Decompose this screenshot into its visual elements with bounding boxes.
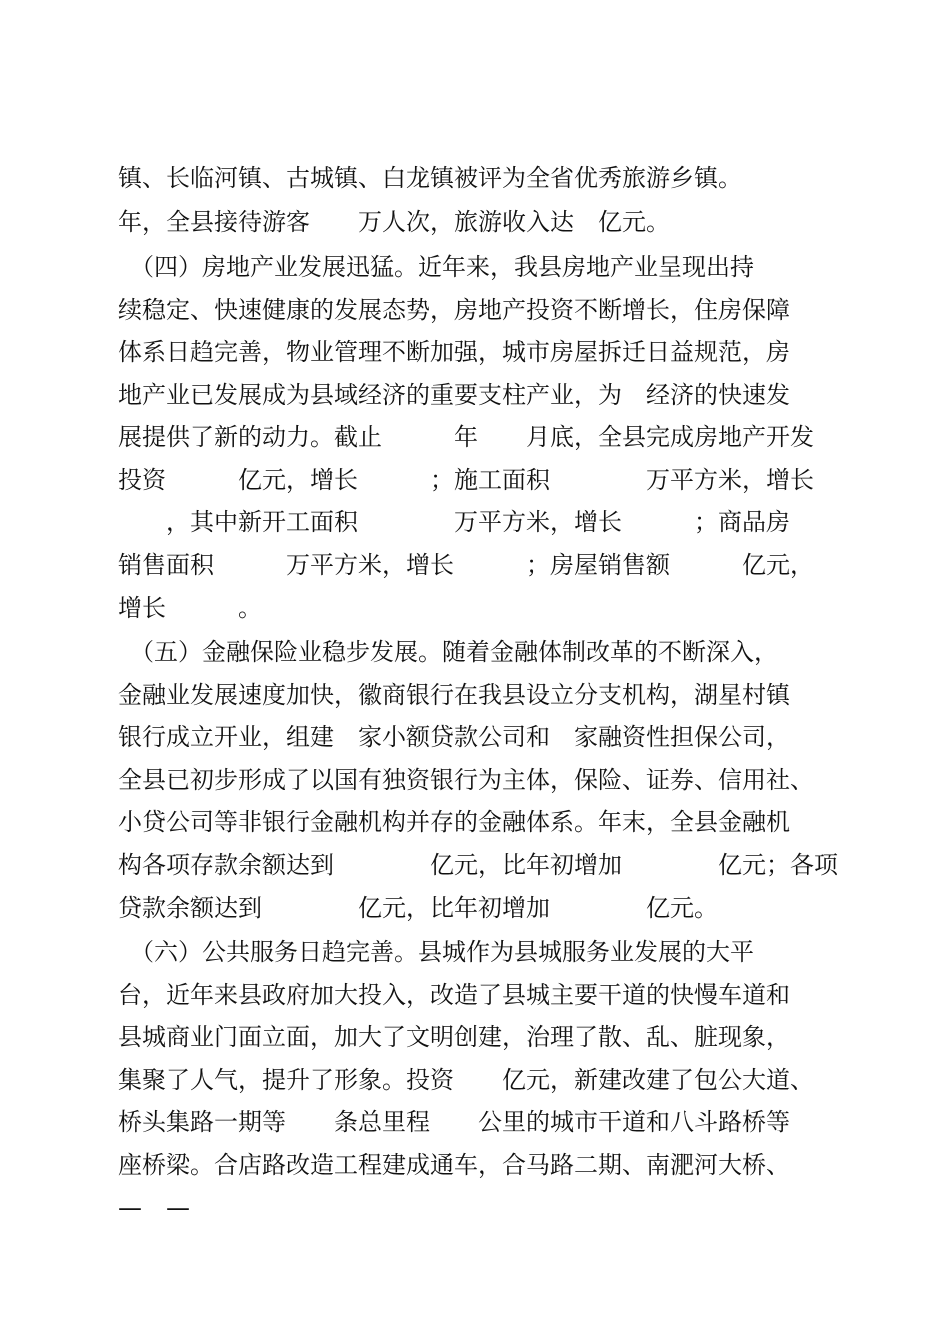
text-line: 小贷公司等非银行金融机构并存的金融体系。年末，全县金融机 — [118, 808, 790, 836]
text-line: 桥头集路一期等 条总里程 公里的城市干道和八斗路桥等 — [118, 1108, 790, 1136]
text-line: 销售面积 万平方米，增长 ；房屋销售额 亿元， — [118, 551, 814, 579]
text-line: 全县已初步形成了以国有独资银行为主体，保险、证券、信用社、 — [118, 766, 814, 794]
text-line: 银行成立开业，组建 家小额贷款公司和 家融资性担保公司， — [118, 723, 790, 751]
text-line: 镇、长临河镇、古城镇、白龙镇被评为全省优秀旅游乡镇。 — [118, 164, 742, 192]
page-footer: — — — [118, 1194, 190, 1222]
text-line: 金融业发展速度加快，徽商银行在我县设立分支机构，湖星村镇 — [118, 681, 790, 709]
text-line: 集聚了人气，提升了形象。投资 亿元，新建改建了包公大道、 — [118, 1066, 814, 1094]
section-heading-line: （六）公共服务日趋完善。县城作为县城服务业发展的大平 — [118, 938, 754, 966]
text-line: ，其中新开工面积 万平方米，增长 ；商品房 — [118, 508, 790, 536]
section-heading-line: （五）金融保险业稳步发展。随着金融体制改革的不断深入， — [118, 638, 778, 666]
section-heading-line: （四）房地产业发展迅猛。近年来，我县房地产业呈现出持 — [118, 253, 754, 281]
text-line: 构各项存款余额达到 亿元，比年初增加 亿元；各项 — [118, 851, 838, 879]
text-line: 续稳定、快速健康的发展态势，房地产投资不断增长，住房保障 — [118, 296, 790, 324]
text-line: 投资 亿元，增长 ；施工面积 万平方米，增长 — [118, 466, 814, 494]
text-line: 展提供了新的动力。截止 年 月底，全县完成房地产开发 — [118, 423, 814, 451]
text-line: 贷款余额达到 亿元，比年初增加 亿元。 — [118, 894, 718, 922]
text-line: 台，近年来县政府加大投入，改造了县城主要干道的快慢车道和 — [118, 981, 790, 1009]
text-line: 增长 。 — [118, 594, 262, 622]
text-line: 座桥梁。合店路改造工程建成通车，合马路二期、南淝河大桥、 — [118, 1151, 790, 1179]
text-line: 县城商业门面立面，加大了文明创建，治理了散、乱、脏现象， — [118, 1023, 790, 1051]
text-line: 地产业已发展成为县域经济的重要支柱产业，为 经济的快速发 — [118, 381, 790, 409]
text-line: 体系日趋完善，物业管理不断加强，城市房屋拆迁日益规范，房 — [118, 338, 790, 366]
text-line: 年，全县接待游客 万人次，旅游收入达 亿元。 — [118, 208, 670, 236]
